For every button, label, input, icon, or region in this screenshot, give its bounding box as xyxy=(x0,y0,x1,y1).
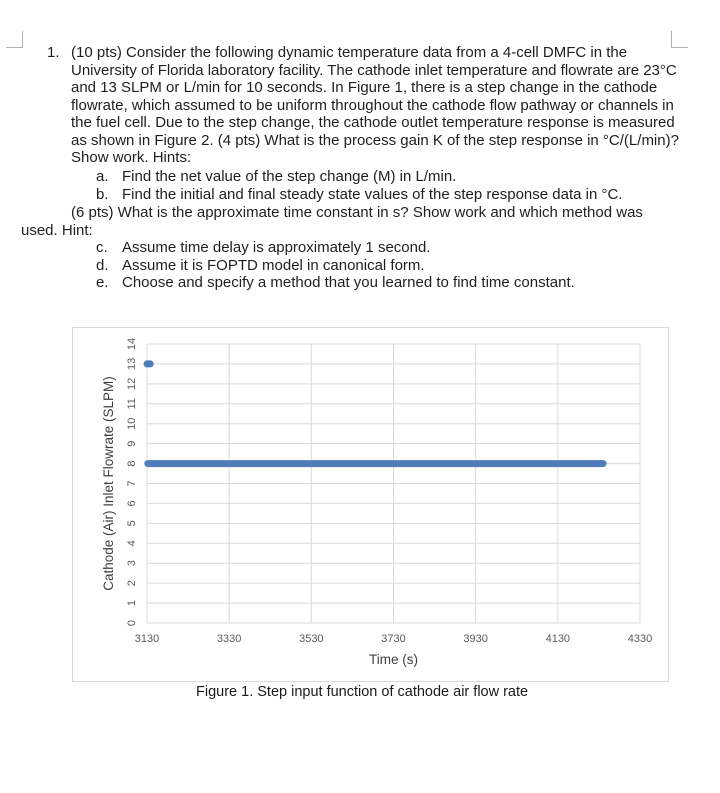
x-tick-label: 4330 xyxy=(627,633,653,645)
y-tick-label: 8 xyxy=(126,460,138,467)
y-tick-label: 14 xyxy=(126,337,138,351)
y-tick-label: 11 xyxy=(126,398,138,410)
y-tick-label: 9 xyxy=(126,440,138,447)
y-axis-title: Cathode (Air) Inlet Flowrate (SLPM) xyxy=(101,376,116,591)
y-tick-label: 10 xyxy=(126,417,138,430)
y-tick-label: 13 xyxy=(126,357,138,371)
chart-series xyxy=(147,364,603,464)
y-tick-label: 2 xyxy=(126,580,138,587)
y-tick-label: 5 xyxy=(126,520,138,527)
y-tick-label: 3 xyxy=(126,560,138,567)
hint-marker: e. xyxy=(96,274,109,291)
x-tick-label: 3330 xyxy=(216,633,242,645)
hint-text: Assume it is FOPTD model in canonical form. xyxy=(122,256,425,274)
y-tick-label: 0 xyxy=(126,619,138,627)
x-tick-label: 3730 xyxy=(381,633,406,645)
y-tick-label: 6 xyxy=(126,500,138,507)
hint-marker: a. xyxy=(96,168,109,185)
part2-prompt: (6 pts) What is the approximate time constant in s? Show work and which method was xyxy=(71,204,643,221)
question-number: 1. xyxy=(47,44,60,61)
question-paragraph: (10 pts) Consider the following dynamic temperature data from a 4-cell DMFC in the University of Florida laboratory facility. The cathode inlet temperature and flowrate are 23°C and 13 SLPM or L/min for 10 seconds. In Figure 1, there is a step change in the cathode flowrate, which assumed to be uniform throughout the cathode flow pathway or channels in the fuel cell. Due to the step change, the cathode outlet temperature response is measured as shown in Figure 2. (4 pts) What is the process gain K of the step response in °C/(L/min)? Show work. Hints: xyxy=(71,44,679,166)
hint-text: Choose and specify a method that you learned to find time constant. xyxy=(122,274,575,291)
hint-marker: d. xyxy=(96,256,109,274)
x-tick-label: 3130 xyxy=(134,633,160,645)
y-tick-label: 1 xyxy=(126,600,138,607)
hint-text: Find the initial and final steady state values of the step response data in °C. xyxy=(122,185,623,203)
y-tick-label: 4 xyxy=(126,540,138,547)
y-tick-label: 12 xyxy=(126,377,138,390)
y-tick-label: 7 xyxy=(126,480,138,487)
part2-prompt-continued: used. Hint: xyxy=(21,221,93,239)
hint-text: Assume time delay is approximately 1 second. xyxy=(122,239,431,256)
figure-caption: Figure 1. Step input function of cathode air flow rate xyxy=(196,684,529,700)
x-tick-label: 4130 xyxy=(545,633,571,645)
hint-marker: c. xyxy=(96,239,108,256)
x-axis-title: Time (s) xyxy=(369,652,418,667)
hint-text: Find the net value of the step change (M) in L/min. xyxy=(122,168,457,185)
hint-marker: b. xyxy=(96,185,109,203)
x-tick-label: 3930 xyxy=(463,633,488,645)
chart-gridlines xyxy=(147,344,640,623)
x-tick-label: 3530 xyxy=(299,633,324,645)
